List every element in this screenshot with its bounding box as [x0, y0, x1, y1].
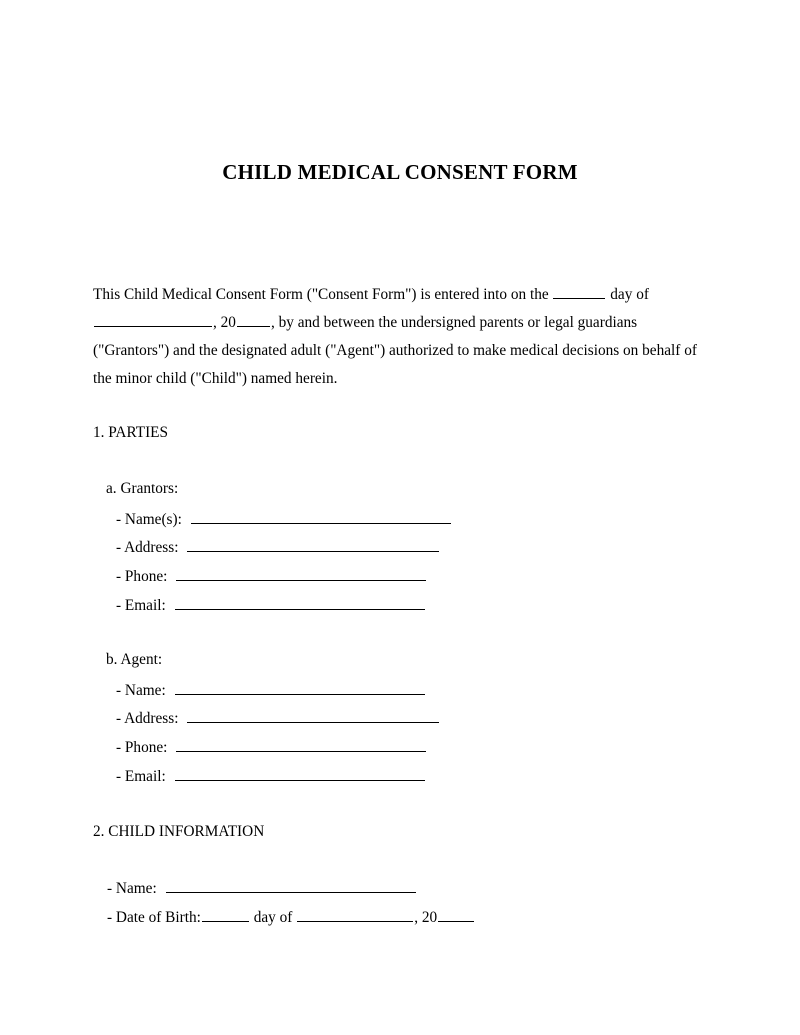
- dob-year-blank[interactable]: [438, 908, 474, 922]
- field-label: - Email:: [116, 597, 166, 614]
- field-grantor-names: [116, 509, 451, 531]
- field-label: - Address:: [116, 710, 179, 727]
- intro-day-blank[interactable]: [553, 285, 605, 299]
- dob-year-prefix: , 20: [414, 909, 438, 926]
- field-label: - Name:: [107, 880, 157, 897]
- field-input-rule[interactable]: [187, 540, 439, 552]
- intro-paragraph: [93, 281, 705, 393]
- intro-segment-3: , 20: [213, 314, 236, 331]
- field-input-rule[interactable]: [175, 598, 425, 610]
- field-input-rule[interactable]: [176, 740, 426, 752]
- field-child-date-of-birth: [107, 907, 475, 929]
- field-label: - Address:: [116, 539, 179, 556]
- field-agent-phone: [116, 737, 426, 759]
- field-input-rule[interactable]: [175, 683, 425, 695]
- field-agent-email: [116, 766, 425, 788]
- field-label: - Phone:: [116, 739, 168, 756]
- section-heading-parties: 1. PARTIES: [93, 424, 169, 441]
- field-label: - Date of Birth:: [107, 909, 201, 926]
- field-grantor-phone: [116, 566, 426, 588]
- subsection-heading-grantors: a. Grantors:: [106, 480, 179, 497]
- field-input-rule[interactable]: [175, 769, 425, 781]
- section-heading-child-information: 2. CHILD INFORMATION: [93, 823, 265, 840]
- field-label: - Name:: [116, 682, 166, 699]
- dob-month-blank[interactable]: [297, 908, 413, 922]
- page-title: CHILD MEDICAL CONSENT FORM: [222, 160, 578, 184]
- dob-day-blank[interactable]: [202, 908, 249, 922]
- dob-mid-text: day of: [249, 909, 297, 926]
- intro-segment-1: This Child Medical Consent Form ("Consent Form") is entered into on the: [93, 286, 553, 303]
- field-child-name: [107, 878, 416, 900]
- intro-segment-2: day of: [606, 286, 649, 303]
- field-input-rule[interactable]: [176, 569, 426, 581]
- field-grantor-email: [116, 595, 425, 617]
- field-label: - Email:: [116, 768, 166, 785]
- field-input-rule[interactable]: [191, 512, 451, 524]
- subsection-heading-agent: b. Agent:: [106, 651, 163, 668]
- field-agent-name: [116, 680, 425, 702]
- intro-text: [93, 281, 705, 393]
- intro-month-blank[interactable]: [94, 313, 212, 327]
- field-label: - Phone:: [116, 568, 168, 585]
- field-input-rule[interactable]: [187, 711, 439, 723]
- intro-year-blank[interactable]: [237, 313, 270, 327]
- field-input-rule[interactable]: [166, 881, 416, 893]
- field-agent-address: [116, 708, 439, 730]
- intro-segment-4: , by and between the undersigned parents or legal guardians ("Grantors") and the designated adult ("Agent") authorized to make medical decisions on behalf of the minor child ("Child") named herein.: [93, 314, 697, 387]
- field-grantor-address: [116, 537, 439, 559]
- field-label: - Name(s):: [116, 511, 182, 528]
